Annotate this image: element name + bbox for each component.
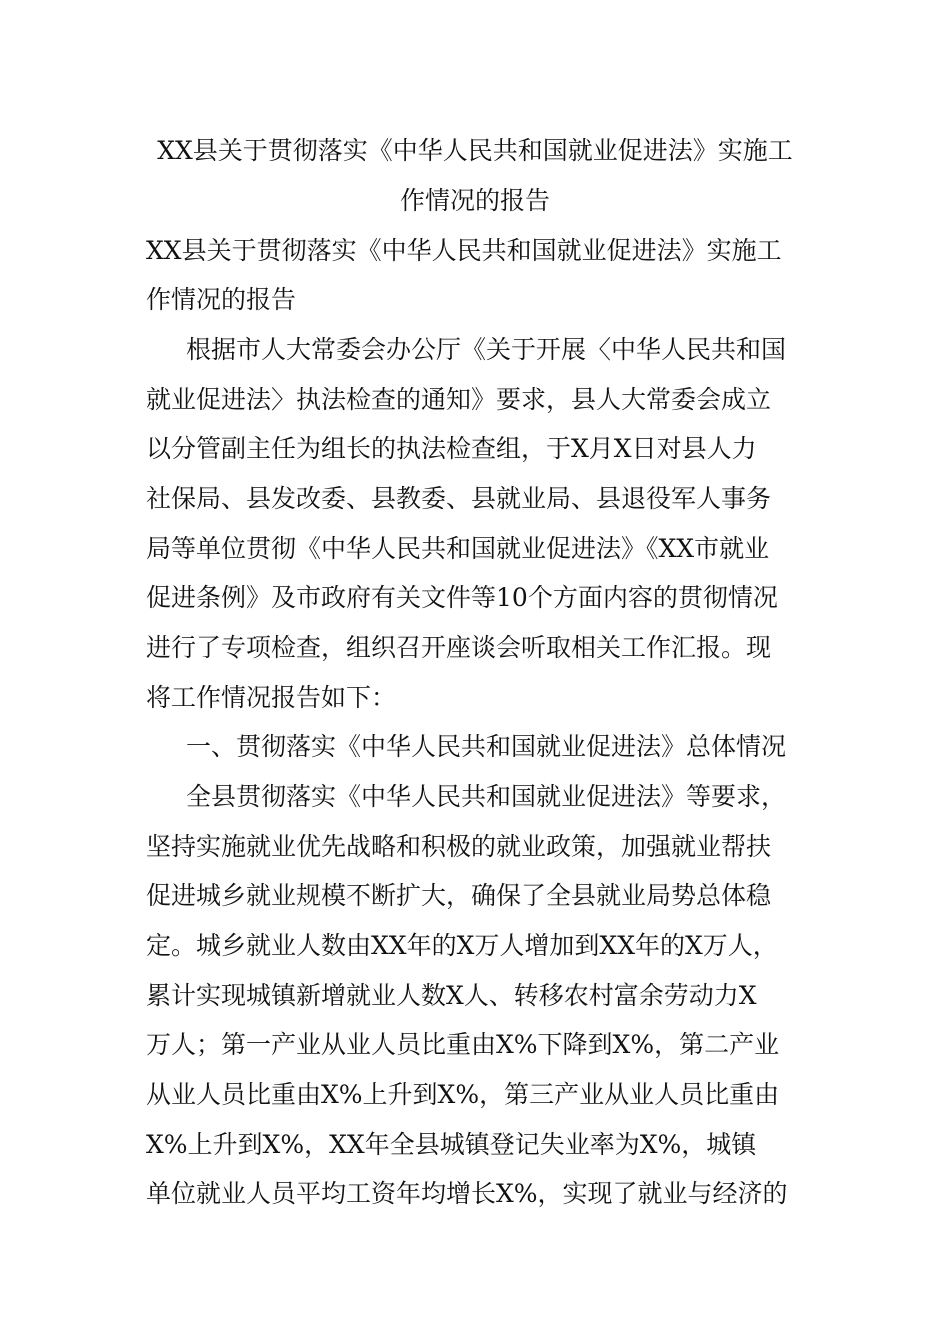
- document-title-line-1: XX县关于贯彻落实《中华人民共和国就业促进法》实施工: [157, 136, 793, 165]
- paragraph1-line-3: 以分管副主任为组长的执法检查组，于X月X日对县人力: [146, 434, 757, 463]
- paragraph1-line-6: 促进条例》及市政府有关文件等10个方面内容的贯彻情况: [146, 583, 778, 612]
- paragraph2-line-5: 累计实现城镇新增就业人数X人、转移农村富余劳动力X: [146, 981, 757, 1010]
- paragraph1-line-4: 社保局、县发改委、县教委、县就业局、县退役军人事务: [146, 484, 772, 513]
- paragraph1-line-1: 根据市人大常委会办公厅《关于开展〈中华人民共和国: [186, 335, 787, 364]
- paragraph2-line-1: 全县贯彻落实《中华人民共和国就业促进法》等要求，: [186, 782, 787, 811]
- paragraph2-line-2: 坚持实施就业优先战略和积极的就业政策，加强就业帮扶: [146, 832, 772, 861]
- paragraph2-line-4: 定。城乡就业人数由XX年的X万人增加到XX年的X万人，: [146, 931, 778, 960]
- paragraph1-line-5: 局等单位贯彻《中华人民共和国就业促进法》《XX市就业: [146, 534, 770, 563]
- subtitle-line-1: XX县关于贯彻落实《中华人民共和国就业促进法》实施工: [146, 236, 782, 265]
- paragraph2-line-8: X%上升到X%，XX年全县城镇登记失业率为X%，城镇: [146, 1130, 757, 1159]
- paragraph2-line-7: 从业人员比重由X%上升到X%，第三产业从业人员比重由: [146, 1080, 780, 1109]
- paragraph2-line-6: 万人；第一产业从业人员比重由X%下降到X%，第二产业: [146, 1030, 780, 1059]
- paragraph1-line-8: 将工作情况报告如下：: [146, 683, 397, 712]
- document-title-line-2: 作情况的报告: [399, 186, 550, 215]
- paragraph1-line-7: 进行了专项检查，组织召开座谈会听取相关工作汇报。现: [146, 633, 772, 662]
- subtitle-line-2: 作情况的报告: [146, 285, 297, 314]
- section1-heading: 一、贯彻落实《中华人民共和国就业促进法》总体情况: [186, 732, 787, 761]
- paragraph2-line-3: 促进城乡就业规模不断扩大，确保了全县就业局势总体稳: [146, 881, 772, 910]
- paragraph2-line-9: 单位就业人员平均工资年均增长X%，实现了就业与经济的: [146, 1179, 788, 1208]
- paragraph1-line-2: 就业促进法〉执法检查的通知》要求，县人大常委会成立: [146, 385, 772, 414]
